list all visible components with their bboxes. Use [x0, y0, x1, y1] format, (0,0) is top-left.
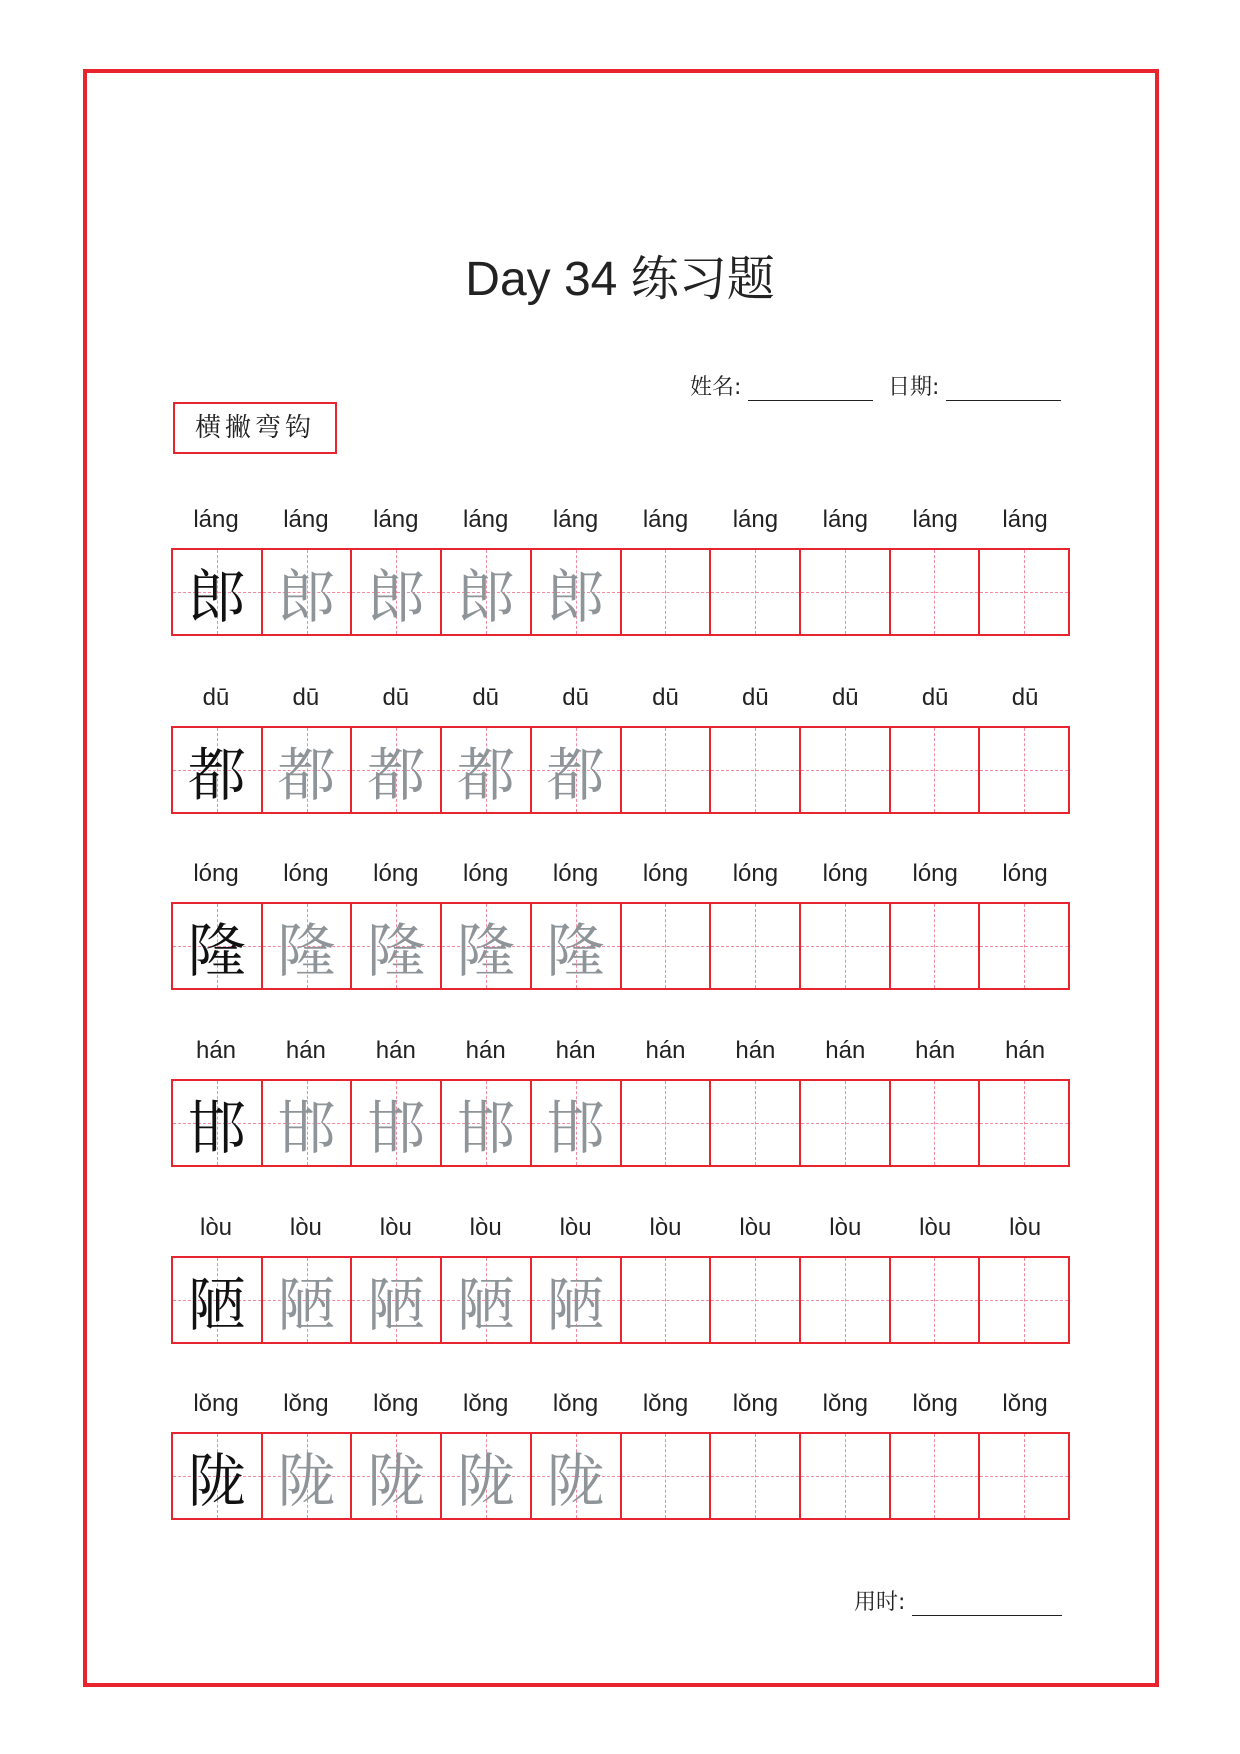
- pinyin-label: lòu: [199, 1214, 233, 1241]
- trace-character: 陋: [277, 1271, 336, 1339]
- writing-cell[interactable]: [711, 1434, 801, 1518]
- pinyin-label: lóng: [283, 860, 329, 887]
- writing-cell[interactable]: [622, 550, 712, 634]
- writing-cell[interactable]: [532, 728, 622, 812]
- pinyin-label: lòu: [559, 1214, 592, 1241]
- writing-cell[interactable]: [173, 728, 263, 812]
- name-line[interactable]: [748, 380, 873, 401]
- pinyin-label: hán: [645, 1037, 686, 1064]
- pinyin-label: dū: [1011, 684, 1039, 711]
- writing-cell[interactable]: [532, 550, 622, 634]
- writing-cell[interactable]: [532, 904, 622, 988]
- pinyin-label: lǒng: [732, 1390, 779, 1417]
- pinyin-label: lóng: [373, 860, 419, 887]
- pinyin-label: dū: [382, 684, 410, 711]
- writing-cell[interactable]: [980, 550, 1068, 634]
- pinyin-label: hán: [915, 1037, 956, 1064]
- pinyin-label: lòu: [649, 1214, 682, 1241]
- writing-cell[interactable]: [442, 1434, 532, 1518]
- trace-character: 隆: [367, 917, 426, 985]
- writing-cell[interactable]: [263, 1434, 353, 1518]
- pinyin-label: dū: [921, 684, 949, 711]
- trace-character: 邯: [456, 1094, 515, 1162]
- writing-cell[interactable]: [980, 1434, 1068, 1518]
- trace-character: 郎: [456, 563, 515, 631]
- writing-cell[interactable]: [352, 1434, 442, 1518]
- writing-cell[interactable]: [173, 1258, 263, 1342]
- pinyin-label: lóng: [552, 860, 599, 887]
- pinyin-label: lǒng: [552, 1390, 599, 1417]
- pinyin-label: hán: [375, 1037, 416, 1064]
- pinyin-label: dū: [202, 684, 230, 711]
- pinyin-label: hán: [735, 1037, 776, 1064]
- pinyin-label: láng: [552, 506, 599, 533]
- writing-cell[interactable]: [622, 1434, 712, 1518]
- pinyin-label: láng: [283, 506, 329, 533]
- writing-cell[interactable]: [352, 1258, 442, 1342]
- pinyin-label: lòu: [379, 1214, 412, 1241]
- trace-character: 隆: [546, 917, 605, 985]
- model-character: 都: [187, 741, 246, 809]
- tianzige-grid: [171, 548, 1070, 636]
- date-line[interactable]: [946, 380, 1061, 401]
- writing-cell[interactable]: [801, 728, 891, 812]
- trace-character: 邯: [367, 1094, 426, 1162]
- trace-character: 隆: [456, 917, 515, 985]
- pinyin-label: hán: [195, 1037, 237, 1064]
- trace-character: 陇: [277, 1447, 336, 1515]
- trace-character: 陇: [546, 1447, 605, 1515]
- pinyin-label: lǒng: [463, 1390, 509, 1417]
- pinyin-label: lǒng: [912, 1390, 958, 1417]
- pinyin-label: lòu: [739, 1214, 772, 1241]
- name-label: 姓名:: [690, 375, 742, 400]
- writing-cell[interactable]: [442, 728, 532, 812]
- pinyin-label: láng: [732, 506, 779, 533]
- writing-cell[interactable]: [173, 904, 263, 988]
- writing-cell[interactable]: [801, 1081, 891, 1165]
- trace-character: 隆: [277, 917, 336, 985]
- writing-cell[interactable]: [891, 728, 981, 812]
- trace-character: 郎: [546, 563, 605, 631]
- pinyin-label: lǒng: [642, 1390, 689, 1417]
- tianzige-grid: [171, 902, 1070, 990]
- pinyin-label: lǒng: [822, 1390, 868, 1417]
- time-field[interactable]: [854, 1585, 1062, 1616]
- trace-character: 陋: [456, 1271, 515, 1339]
- pinyin-label: hán: [465, 1037, 506, 1064]
- trace-character: 邯: [277, 1094, 336, 1162]
- writing-cell[interactable]: [352, 1081, 442, 1165]
- pinyin-label: láng: [822, 506, 868, 533]
- trace-character: 陋: [546, 1271, 605, 1339]
- pinyin-label: lòu: [919, 1214, 952, 1241]
- pinyin-label: dū: [742, 684, 769, 711]
- pinyin-label: hán: [825, 1037, 866, 1064]
- writing-cell[interactable]: [801, 1434, 891, 1518]
- pinyin-label: lòu: [289, 1214, 322, 1241]
- date-field[interactable]: [888, 370, 1061, 401]
- pinyin-label: lòu: [469, 1214, 502, 1241]
- model-character: 陇: [187, 1447, 246, 1515]
- writing-cell[interactable]: [173, 550, 263, 634]
- trace-character: 都: [367, 741, 426, 809]
- writing-cell[interactable]: [263, 550, 353, 634]
- pinyin-label: dū: [652, 684, 679, 711]
- pinyin-label: hán: [285, 1037, 326, 1064]
- pinyin-label: lòu: [829, 1214, 862, 1241]
- trace-character: 邯: [546, 1094, 605, 1162]
- pinyin-label: lóng: [463, 860, 509, 887]
- tianzige-grid: [171, 1256, 1070, 1344]
- pinyin-label: lóng: [912, 860, 958, 887]
- writing-cell[interactable]: [263, 904, 353, 988]
- trace-character: 陇: [367, 1447, 426, 1515]
- writing-cell[interactable]: [711, 904, 801, 988]
- pinyin-label: lóng: [1002, 860, 1048, 887]
- writing-cell[interactable]: [173, 1081, 263, 1165]
- writing-cell[interactable]: [442, 1081, 532, 1165]
- pinyin-label: láng: [193, 506, 239, 533]
- writing-cell[interactable]: [173, 1434, 263, 1518]
- pinyin-label: láng: [642, 506, 689, 533]
- tianzige-grid: [171, 726, 1070, 814]
- trace-character: 郎: [367, 563, 426, 631]
- writing-cell[interactable]: [532, 1258, 622, 1342]
- pinyin-label: hán: [1005, 1037, 1046, 1064]
- pinyin-label: lǒng: [283, 1390, 329, 1417]
- pinyin-label: láng: [373, 506, 419, 533]
- trace-character: 陋: [367, 1271, 426, 1339]
- writing-cell[interactable]: [711, 550, 801, 634]
- pinyin-label: lóng: [822, 860, 868, 887]
- writing-cell[interactable]: [442, 904, 532, 988]
- tianzige-grid: [171, 1432, 1070, 1520]
- name-field[interactable]: [690, 370, 873, 401]
- tianzige-grid: [171, 1079, 1070, 1167]
- pinyin-label: láng: [1002, 506, 1048, 533]
- writing-cell[interactable]: [711, 1258, 801, 1342]
- model-character: 隆: [187, 917, 246, 985]
- writing-cell[interactable]: [980, 728, 1068, 812]
- trace-character: 陇: [456, 1447, 515, 1515]
- pinyin-label: lóng: [193, 860, 239, 887]
- pinyin-label: lǒng: [193, 1390, 239, 1417]
- writing-cell[interactable]: [801, 904, 891, 988]
- writing-cell[interactable]: [352, 904, 442, 988]
- writing-cell[interactable]: [891, 1434, 981, 1518]
- writing-cell[interactable]: [980, 1258, 1068, 1342]
- writing-cell[interactable]: [263, 1081, 353, 1165]
- pinyin-label: dū: [292, 684, 320, 711]
- trace-character: 都: [456, 741, 515, 809]
- pinyin-label: lóng: [732, 860, 779, 887]
- writing-cell[interactable]: [622, 904, 712, 988]
- pinyin-label: hán: [555, 1037, 596, 1064]
- writing-cell[interactable]: [263, 1258, 353, 1342]
- writing-cell[interactable]: [891, 1258, 981, 1342]
- pinyin-label: dū: [831, 684, 859, 711]
- writing-cell[interactable]: [532, 1081, 622, 1165]
- writing-cell[interactable]: [622, 728, 712, 812]
- trace-character: 都: [546, 741, 605, 809]
- writing-cell[interactable]: [891, 904, 981, 988]
- model-character: 邯: [187, 1094, 246, 1162]
- writing-cell[interactable]: [980, 1081, 1068, 1165]
- trace-character: 郎: [277, 563, 336, 631]
- pinyin-label: lóng: [642, 860, 689, 887]
- pinyin-label: lòu: [1009, 1214, 1042, 1241]
- pinyin-label: láng: [463, 506, 509, 533]
- page-title: Day 34 练习题: [465, 253, 775, 306]
- writing-cell[interactable]: [891, 1081, 981, 1165]
- writing-cell[interactable]: [891, 550, 981, 634]
- time-line[interactable]: [912, 1595, 1062, 1616]
- writing-cell[interactable]: [711, 1081, 801, 1165]
- writing-cell[interactable]: [801, 550, 891, 634]
- writing-cell[interactable]: [711, 728, 801, 812]
- trace-character: 都: [277, 741, 336, 809]
- pinyin-label: láng: [912, 506, 958, 533]
- writing-cell[interactable]: [801, 1258, 891, 1342]
- pinyin-label: dū: [562, 684, 589, 711]
- writing-cell[interactable]: [622, 1081, 712, 1165]
- time-label: 用时:: [854, 1590, 906, 1615]
- writing-cell[interactable]: [263, 728, 353, 812]
- date-label: 日期:: [888, 375, 940, 400]
- writing-cell[interactable]: [532, 1434, 622, 1518]
- writing-cell[interactable]: [442, 1258, 532, 1342]
- model-character: 陋: [187, 1271, 246, 1339]
- writing-cell[interactable]: [980, 904, 1068, 988]
- writing-cell[interactable]: [442, 550, 532, 634]
- pinyin-label: lǒng: [373, 1390, 419, 1417]
- pinyin-label: dū: [472, 684, 500, 711]
- writing-cell[interactable]: [352, 728, 442, 812]
- stroke-name-box: 横撇弯钩: [173, 402, 337, 454]
- model-character: 郎: [187, 563, 246, 631]
- writing-cell[interactable]: [352, 550, 442, 634]
- pinyin-label: lǒng: [1002, 1390, 1048, 1417]
- writing-cell[interactable]: [622, 1258, 712, 1342]
